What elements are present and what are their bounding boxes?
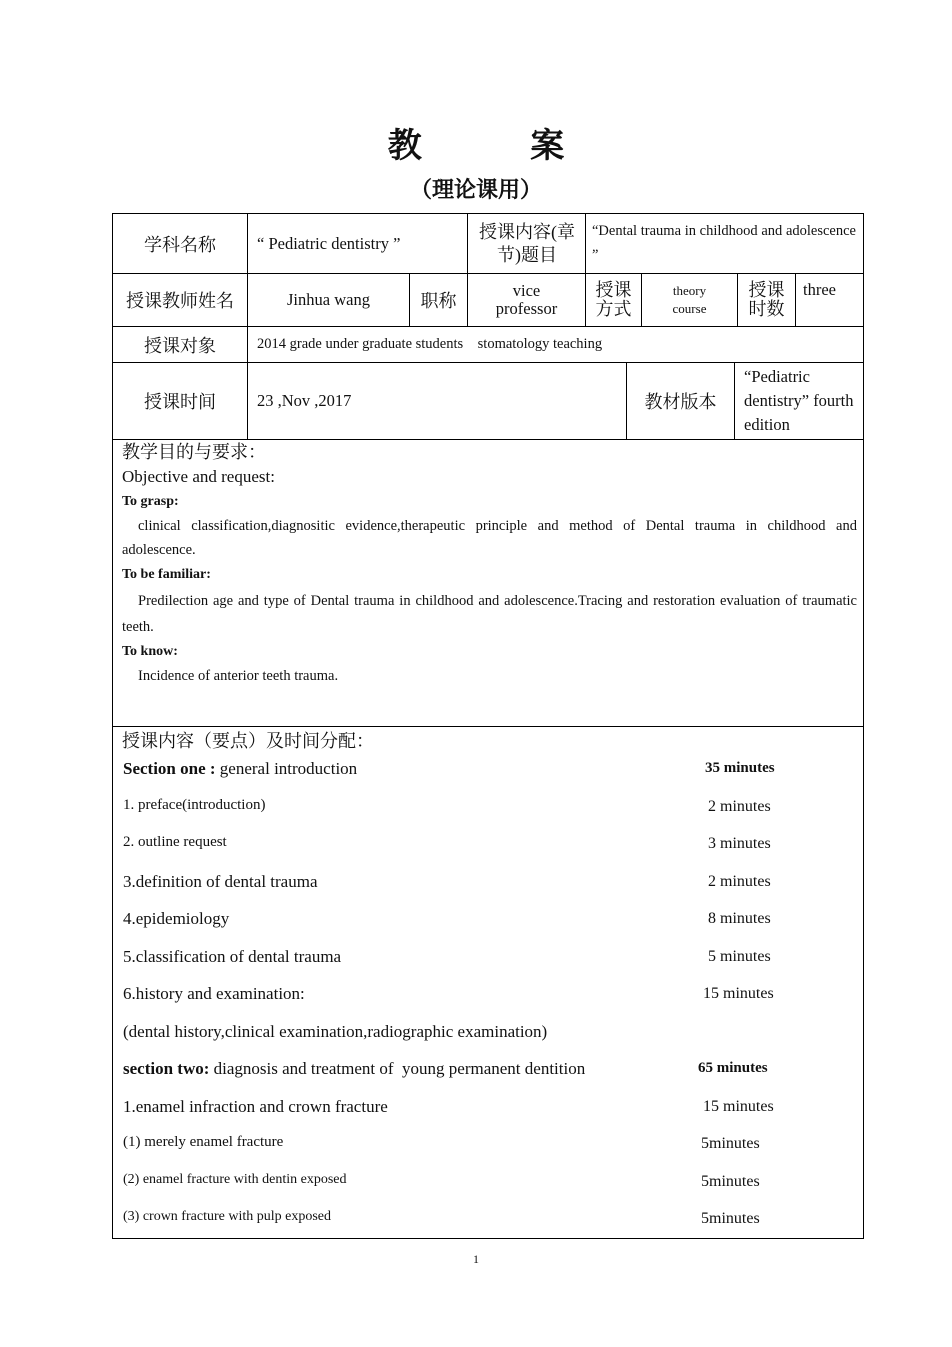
content-row-label bbox=[123, 984, 305, 1004]
row-duration: 2 minutes bbox=[708, 797, 771, 815]
content-row-label bbox=[123, 1172, 347, 1188]
row-text: 4.epidemiology bbox=[123, 909, 230, 928]
hours-value: three bbox=[803, 280, 836, 299]
content-row-label bbox=[123, 1097, 388, 1117]
content-row-label bbox=[123, 872, 318, 892]
rank-value: vice professor bbox=[495, 280, 558, 318]
know-label: To know: bbox=[122, 644, 178, 659]
row-text: 1.enamel infraction and crown fracture bbox=[123, 1096, 388, 1116]
lesson-plan-table bbox=[112, 213, 864, 1239]
row-duration: 8 minutes bbox=[708, 910, 771, 927]
row-duration: 5minutes bbox=[701, 1172, 760, 1190]
page-title: 教 案 bbox=[387, 128, 615, 165]
row-duration: 65 minutes bbox=[698, 1060, 768, 1076]
familiar-label: To be familiar: bbox=[122, 567, 211, 582]
audience-label: 授课对象 bbox=[144, 335, 216, 356]
section-heading: section two: bbox=[123, 1059, 210, 1078]
content-row-label bbox=[123, 1022, 547, 1042]
page-number: 1 bbox=[473, 1252, 479, 1266]
edition-label: 教材版本 bbox=[644, 392, 717, 412]
subject-value: “ Pediatric dentistry ” bbox=[257, 233, 401, 253]
row-duration: 5minutes bbox=[701, 1210, 760, 1227]
hours-label: 授课时数 bbox=[748, 280, 785, 319]
row-text: general introduction bbox=[215, 759, 358, 778]
col-divider bbox=[734, 362, 735, 439]
row-text: 1. preface(introduction) bbox=[123, 796, 266, 813]
section-heading: Section one : bbox=[123, 759, 216, 778]
row-text: (3) crown fracture with pulp exposed bbox=[123, 1209, 331, 1224]
content-row-label bbox=[123, 759, 357, 779]
row-text: 5.classification of dental trauma bbox=[123, 946, 342, 966]
row-text: (1) merely enamel fracture bbox=[123, 1134, 284, 1150]
familiar-text: Predilection age and type of Dental trauma in childhood and adolescence.Tracing and restoration evaluation of traumatic teeth. bbox=[122, 593, 857, 635]
row-text: diagnosis and treatment of young permanent dentition bbox=[209, 1059, 586, 1078]
row-text: (2) enamel fracture with dentin exposed bbox=[123, 1171, 347, 1187]
content-heading: 授课内容（要点）及时间分配： bbox=[122, 731, 374, 751]
row-duration: 15 minutes bbox=[703, 985, 774, 1002]
method-label: 授课方式 bbox=[595, 280, 632, 319]
grasp-text: clinical classification,diagnositic evidence,therapeutic principle and method of Dental trauma in childhood and adolescence. bbox=[122, 518, 857, 558]
content-row-label bbox=[123, 1134, 283, 1151]
content-row-label bbox=[123, 797, 265, 814]
know-text: Incidence of anterior teeth trauma. bbox=[138, 668, 339, 684]
row-text: 3.definition of dental trauma bbox=[123, 871, 318, 891]
audience-value: 2014 grade under graduate students stomatology teaching bbox=[257, 336, 603, 352]
row-text: (dental history,clinical examination,radiographic examination) bbox=[123, 1021, 548, 1041]
row-duration: 5 minutes bbox=[708, 947, 771, 965]
row-duration: 15 minutes bbox=[703, 1097, 774, 1115]
row-duration: 2 minutes bbox=[708, 872, 771, 890]
rank-label: 职称 bbox=[420, 291, 457, 311]
content-row-label bbox=[123, 1209, 331, 1225]
content-value: “Dental trauma in childhood and adolescence ” bbox=[592, 222, 856, 263]
teacher-label: 授课教师姓名 bbox=[126, 291, 234, 311]
edition-value: “Pediatric dentistry” fourth edition bbox=[744, 367, 854, 434]
objectives-section bbox=[122, 440, 857, 724]
row-duration: 3 minutes bbox=[708, 835, 771, 852]
col-divider bbox=[247, 214, 248, 439]
content-label: 授课内容(章节)题目 bbox=[479, 222, 575, 265]
subject-label: 学科名称 bbox=[144, 234, 216, 255]
time-label: 授课时间 bbox=[144, 392, 216, 412]
content-row-label bbox=[123, 947, 341, 967]
content-row-label bbox=[123, 1059, 585, 1079]
objectives-heading-en: Objective and request: bbox=[122, 467, 275, 486]
time-value: 23 ,Nov ,2017 bbox=[257, 391, 352, 410]
grasp-label: To grasp: bbox=[122, 494, 179, 509]
objectives-heading-cn: 教学目的与要求： bbox=[122, 442, 266, 462]
row-text: 2. outline request bbox=[123, 834, 227, 850]
page-subtitle: （理论课用） bbox=[409, 177, 542, 202]
col-divider bbox=[795, 273, 796, 326]
row-divider bbox=[113, 726, 863, 727]
row-duration: 35 minutes bbox=[705, 760, 775, 776]
content-row-label bbox=[123, 834, 227, 851]
method-value: theory course bbox=[672, 282, 707, 316]
row-text: 6.history and examination: bbox=[123, 984, 305, 1003]
teacher-value: Jinhua wang bbox=[287, 290, 370, 309]
row-duration: 5minutes bbox=[701, 1135, 760, 1152]
content-row-label bbox=[123, 909, 229, 929]
